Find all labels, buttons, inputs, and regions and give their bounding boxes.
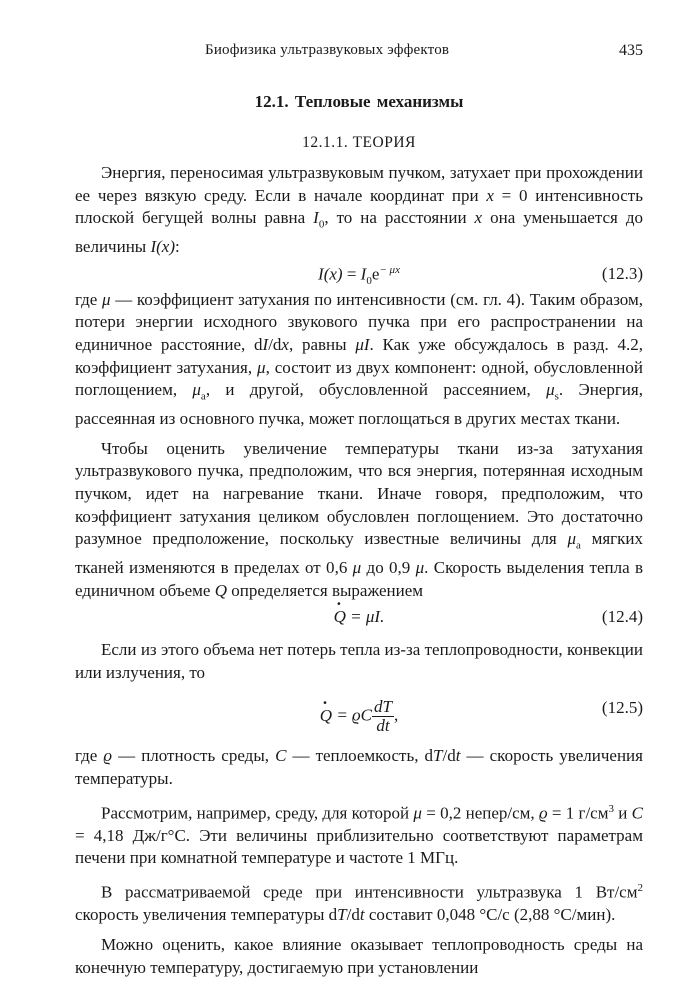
section-title: 12.1. Тепловые механизмы [254, 92, 464, 111]
equation-12-3 [75, 259, 643, 289]
book-page [75, 30, 643, 979]
subsection-title: 12.1.1. ТЕОРИЯ [302, 134, 416, 151]
equation-12-4 [75, 602, 643, 632]
equation-number: (12.4) [601, 607, 643, 627]
equation-12-5-formula: · Q = ϱC $\frac{dT}{dt}$ , [75, 698, 643, 735]
page-number: 435 [619, 42, 643, 59]
equation-12-5 [75, 684, 643, 738]
paragraph-definitions: где ϱ — плотность среды, C — теплоемкость, dT/dt — скорость увеличения температуры. [75, 746, 643, 789]
equation-12-3-formula: $I(x) = I_0e^{- \mu x}$ [318, 263, 400, 287]
paragraph-attenuation: где μ — коэффициент затухания по интенсивности (см. гл. 4). Таким образом, потери энергии исходного звукового пучка при его распространении на единичное расстояние, dI/dx, равны μI. Как уже обсуждалось в разд. 4.2, коэффициент затухания, μ, состоит из двух компонент: одной, обусловленной поглощением, $\mu_a$, и другой, обусловленной рассеянием, $\mu_s$. Энергия, рассеянная из основного пучка, может поглощаться в других местах ткани. [75, 289, 644, 429]
paragraph-heating: Чтобы оценить увеличение температуры ткани из-за затухания ультразвукового пучка, предположим, что вся энергия, потерянная исходным пучком, идет на нагревание ткани. Иначе говоря, предположим, что коэффициент затухания целиком обусловлен поглощением. Это достаточно разумное предположение, поскольку известные величины для $\mu_a$ мягких тканей изменяются в пределах от 0,6 μ до 0,9 μ. Скорость выделения тепла в единичном объеме Q определяется выражением [75, 438, 643, 600]
fraction: $\frac{dT}{dt}$ [374, 697, 392, 736]
paragraph-no-loss: Если из этого объема нет потерь тепла из-за теплопроводности, конвекции или излучения, то [75, 640, 643, 682]
paragraph-conduction: Можно оценить, какое влияние оказывает теплопроводность среды на конечную температуру, достигаемую при установлении [75, 934, 643, 977]
page-header [75, 30, 643, 58]
equation-number: (12.3) [601, 263, 643, 283]
equation-number: (12.5) [601, 698, 643, 718]
running-title: Биофизика ультразвуковых эффектов [205, 42, 450, 58]
equation-12-4-formula: · Q = μI. [75, 607, 643, 627]
paragraph-rate: В рассматриваемой среде при интенсивности ультразвука 1 $Вт/см^2$ скорость увеличения температуры dT/dt составит 0,048 °С/с (2,88 °С/мин). [75, 882, 643, 925]
paragraph-example: Рассмотрим, например, среду, для которой μ = 0,2 непер/см, ϱ = 1 $г/см^3$ и C = 4,18 Дж/г°С. Эти величины приблизительно соответствуют параметрам печени при комнатной температуре и частоте 1 МГц. [75, 802, 643, 868]
paragraph-intro: Энергия, переносимая ультразвуковым пучком, затухает при прохождении ее через вязкую среду. Если в начале координат при x = 0 интенсивность плоской бегущей волны равна $I_0$, то на расстоянии x она уменьшается до величины I(x): [75, 163, 644, 257]
